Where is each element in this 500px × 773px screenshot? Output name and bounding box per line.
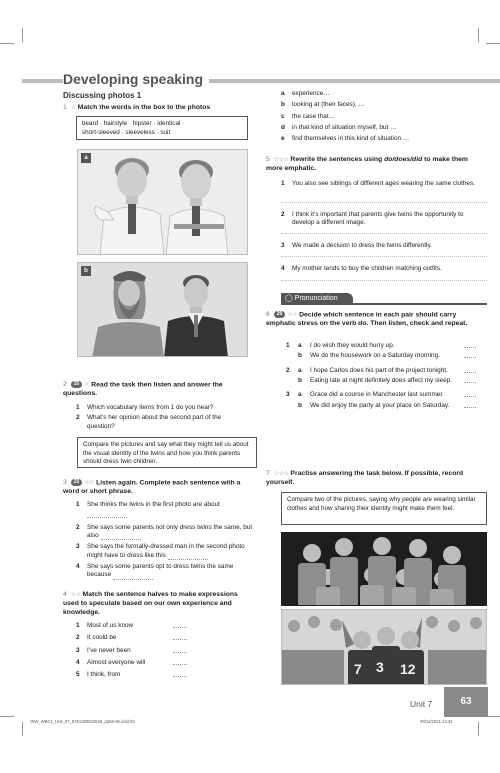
list-item: b We did enjoy the party at your place on Saturday.: [286, 402, 486, 410]
answer-blank[interactable]: [464, 342, 476, 348]
answer-blank[interactable]: [101, 534, 141, 540]
answer-blank[interactable]: [173, 634, 187, 640]
ex3-items: [76, 501, 256, 582]
group-tshirts-illustration: [282, 533, 487, 606]
photo-a-label: a: [81, 153, 91, 163]
ex1-instruction: Match the words in the box to the photos: [77, 104, 211, 111]
answer-blank[interactable]: [464, 402, 476, 408]
list-item: 2 What’s her opinion about the second part of the question?: [76, 414, 222, 430]
answer-blank[interactable]: [464, 391, 476, 397]
crop-mark: [486, 716, 500, 717]
ex2-instruction: Read the task then listen and answer the questions.: [63, 381, 223, 398]
list-item: 3 We made a decision to dress the twins differently.: [281, 242, 432, 249]
list-item: 4 She says some parents opt to dress twins the same because: [76, 562, 234, 579]
star-icon: ☆☆: [287, 312, 298, 319]
ex2-heading: [63, 381, 253, 399]
ex3-heading: [63, 479, 253, 497]
ex2-questions: [76, 404, 254, 433]
crop-mark: [22, 722, 23, 736]
star-icon: ☆☆: [70, 592, 81, 598]
answer-blank[interactable]: [464, 352, 476, 358]
word-box-line: short-sleeved · sleeveless · suit: [82, 128, 171, 136]
ex4-instruction: Match the sentence halves to make expressions used to speculate based on our own experience and knowledge.: [63, 591, 238, 616]
photo-a: [77, 149, 248, 255]
crop-mark: [22, 28, 23, 42]
hipster-and-businessman-illustration: [78, 263, 248, 357]
ex5-heading: 5 ☆☆☆ Rewrite the sentences using do/does/did to make them more emphatic.: [266, 156, 468, 172]
answer-blank[interactable]: [173, 647, 187, 653]
page-title: Developing speaking: [63, 70, 209, 88]
list-item: b looking at (their faces), …: [281, 101, 365, 109]
unit-label: Unit 7: [410, 699, 433, 709]
crop-mark: [478, 28, 479, 42]
ex4-endings: [281, 90, 481, 146]
list-item: 2 I think it’s important that parents give twins the opportunity to develop a different image.: [281, 211, 464, 227]
answer-blank[interactable]: [464, 377, 476, 383]
pronunciation-tab-label: Pronunciation: [294, 295, 338, 302]
ex6-pairs: [286, 342, 486, 410]
list-item: e find themselves in this kind of situation …: [281, 135, 410, 143]
answer-blank[interactable]: [173, 622, 187, 628]
ex4-heading: [63, 591, 253, 617]
ex3-instruction: Listen again. Complete each sentence with a word or short phrase.: [63, 479, 241, 496]
ex4-number: 4: [63, 591, 67, 598]
photo-b: [77, 262, 248, 357]
answer-blank[interactable]: [464, 367, 476, 373]
star-icon: ☆☆☆: [273, 471, 289, 477]
list-item: 4 My mother tends to buy the children matching outfits.: [281, 265, 442, 272]
list-item: 4 Almost everyone will: [76, 659, 196, 667]
star-icon: ☆: [70, 105, 76, 111]
crop-mark: [486, 43, 500, 44]
crop-mark: [0, 43, 14, 44]
answer-line[interactable]: [281, 233, 487, 234]
sports-fans-illustration: [282, 610, 487, 685]
list-item: 2 She says some parents not only dress twins the same, but also: [76, 523, 253, 539]
crop-mark: [478, 722, 479, 736]
star-icon: ☆: [84, 382, 90, 389]
ex2-number: 2: [63, 381, 67, 389]
ex4-items: [76, 622, 196, 682]
list-item: 3 a Grace did a course in Manchester last summer.: [286, 391, 486, 399]
star-icon: ☆☆☆: [273, 157, 289, 163]
photo-sports-fans: [281, 609, 487, 685]
ex5-item-2: [281, 211, 487, 230]
word-box-line: beard · hairstyle · hipster · identical ·: [82, 120, 185, 127]
ex5-item-3: [281, 242, 487, 252]
twins-boys-illustration: [78, 150, 248, 255]
ex7-task-box: Compare two of the pictures, saying why people are wearing similar clothes and how sharing their identity might make them feel.: [281, 492, 487, 525]
answer-blank[interactable]: [87, 512, 127, 518]
list-item: 5 I think, from: [76, 671, 196, 679]
list-item: 1 a I do wish they would hurry up.: [286, 342, 486, 350]
ex7-number: 7: [266, 470, 270, 477]
crop-mark: [0, 716, 14, 717]
list-item: 3 She says the formally-dressed man in the second photo might have to dress like this: [76, 543, 245, 559]
ex6-number: 6: [266, 311, 270, 319]
answer-blank[interactable]: [173, 671, 187, 677]
answer-line[interactable]: [281, 202, 487, 203]
audio-track-icon[interactable]: 25: [71, 381, 83, 388]
page-number: 63: [444, 687, 488, 717]
ex7-instruction: Practise answering the task below. If possible, record yourself.: [266, 470, 464, 486]
answer-blank[interactable]: [113, 574, 153, 580]
audio-track-icon[interactable]: 25: [71, 479, 83, 486]
list-item: c the case that…: [281, 112, 335, 120]
ex2-task-box: Compare the pictures and say what they might tell us about the visual identity of the twins and how you think parents should dress twin children.: [77, 437, 257, 468]
print-date: 09/12/2021 14:34: [420, 719, 453, 724]
photo-b-label: b: [81, 266, 91, 276]
audio-track-icon[interactable]: 26: [274, 311, 286, 318]
photo-group-tshirts: [281, 532, 487, 606]
answer-blank[interactable]: [173, 659, 187, 665]
pronunciation-rule: [281, 303, 487, 305]
answer-blank[interactable]: [168, 554, 208, 560]
print-slug: GtW_WBC1_Unit_07_9781380043628_pp58-65.indd 63: [30, 719, 135, 724]
ex1-number: 1: [63, 104, 67, 111]
list-item: b We do the housework on a Saturday morning.: [286, 352, 486, 360]
ex5-number: 5: [266, 156, 270, 163]
star-icon: ☆☆: [84, 480, 95, 487]
list-item: 2 a I hope Carlos does his part of the project tonight.: [286, 367, 486, 375]
ex6-heading: 6 26 ☆☆ Decide which sentence in each pair should carry emphatic stress on the verb do. Then listen, check and repeat.: [266, 311, 468, 328]
list-item: 1 She thinks the twins in the first photo are about: [76, 501, 256, 518]
word-box: [76, 116, 248, 140]
list-item: b Eating late at night definitely does affect my sleep.: [286, 377, 486, 385]
list-item: 1 You also see siblings of different ages wearing the same clothes.: [281, 180, 475, 187]
list-item: 1 Which vocabulary items from 1 do you hear?: [76, 404, 214, 411]
list-item: 2 It could be: [76, 634, 196, 642]
list-item: d in that kind of situation myself, but …: [281, 123, 397, 131]
answer-line[interactable]: [281, 256, 487, 257]
list-item: a experience…: [281, 90, 330, 97]
svg-text:7: 7: [354, 661, 362, 677]
list-item: 3 I’ve never been: [76, 647, 196, 655]
ex5-item-1: [281, 180, 487, 190]
ex7-heading: [266, 470, 486, 488]
ex3-number: 3: [63, 479, 67, 487]
svg-text:3: 3: [376, 659, 384, 675]
speech-bubble-icon: ◯: [285, 295, 295, 302]
svg-text:12: 12: [400, 661, 416, 677]
section-subtitle: Discussing photos 1: [63, 91, 142, 100]
answer-line[interactable]: [281, 280, 487, 281]
ex1-heading: [63, 104, 263, 113]
ex5-item-4: [281, 265, 487, 275]
list-item: 1 Most of us know: [76, 622, 196, 630]
